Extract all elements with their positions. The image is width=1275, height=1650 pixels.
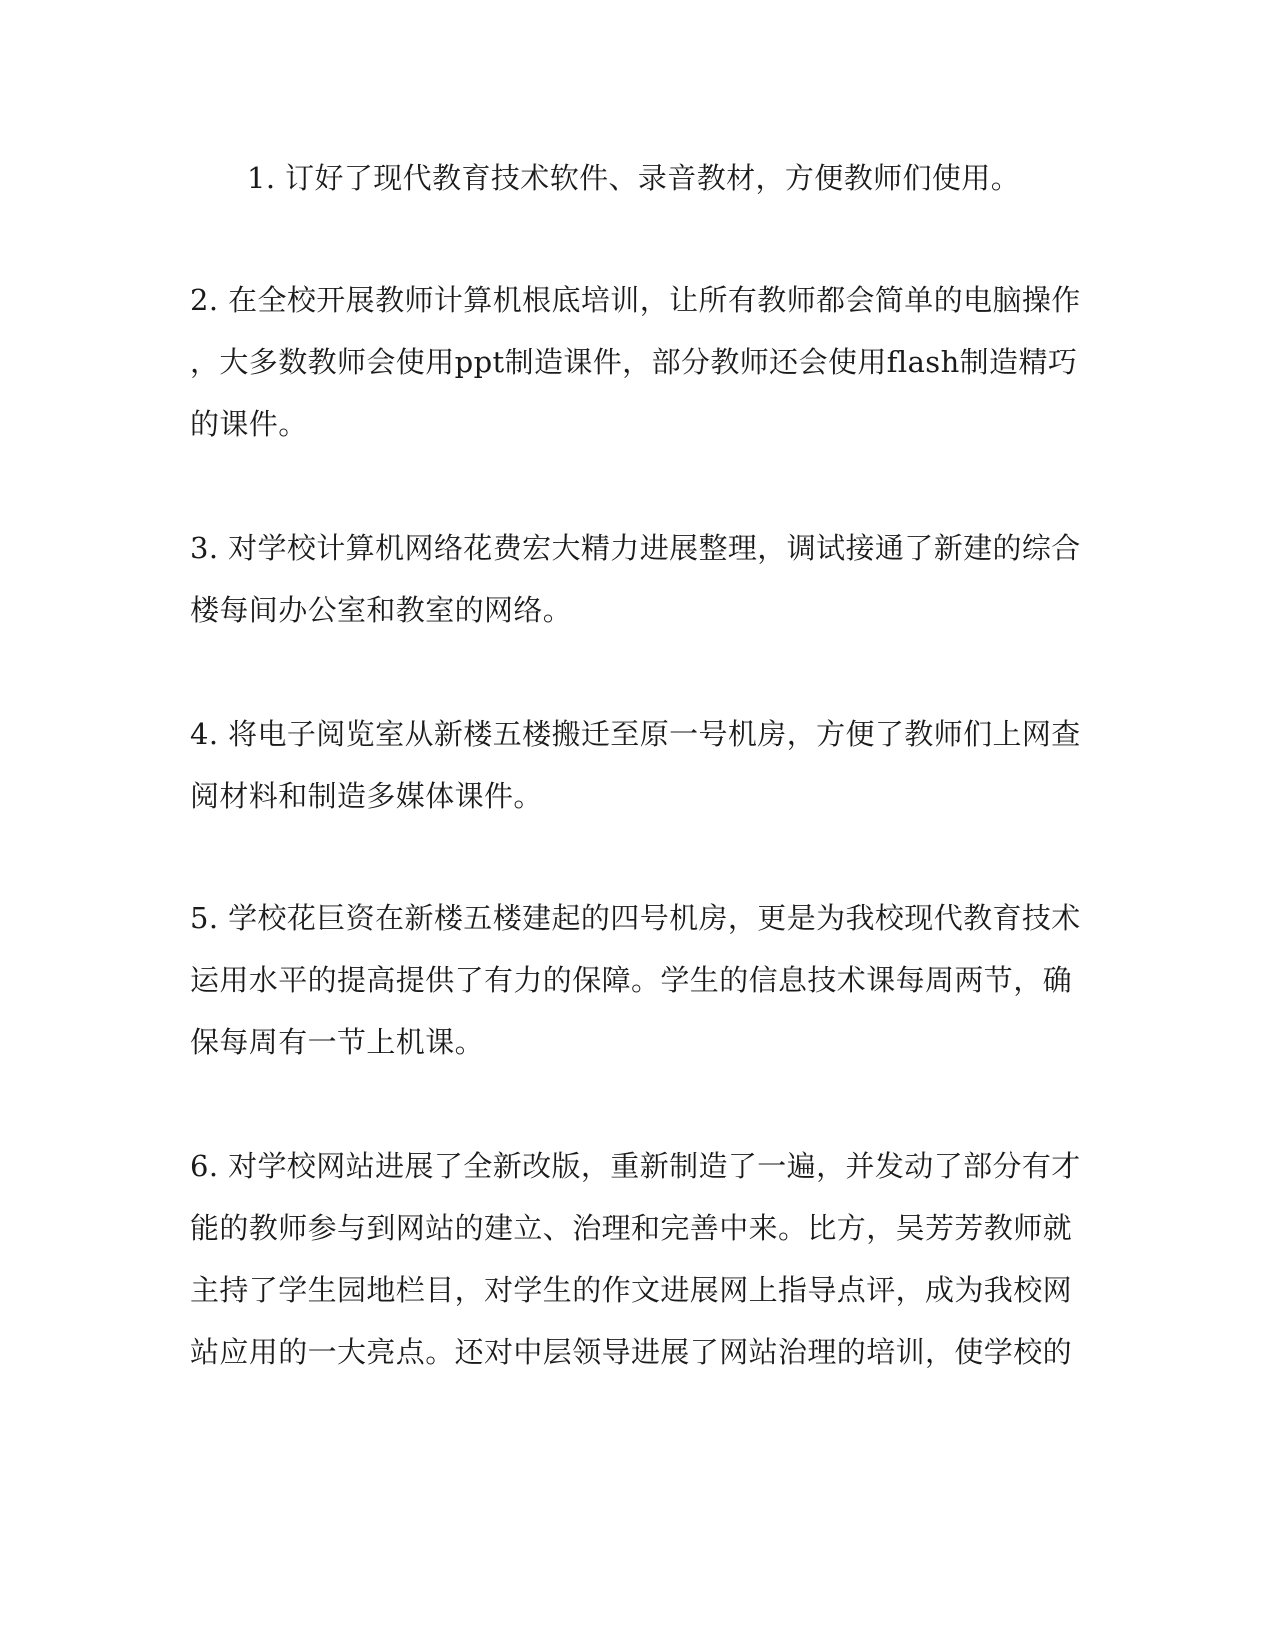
paragraph-1-line-1: 1. 订好了现代教育技术软件、录音教材，方便教师们使用。 [247, 161, 1021, 195]
paragraph-6-line-4: 站应用的一大亮点。还对中层领导进展了网站治理的培训，使学校的 [190, 1335, 1073, 1369]
paragraph-5-line-2: 运用水平的提高提供了有力的保障。学生的信息技术课每周两节，确 [190, 963, 1073, 997]
paragraph-3-line-1: 3. 对学校计算机网络花费宏大精力进展整理，调试接通了新建的综合 [190, 531, 1081, 565]
paragraph-6-line-2: 能的教师参与到网站的建立、治理和完善中来。比方，吴芳芳教师就 [190, 1211, 1073, 1245]
paragraph-2-line-3: 的课件。 [190, 407, 308, 441]
paragraph-3-line-2: 楼每间办公室和教室的网络。 [190, 593, 573, 627]
paragraph-4-line-1: 4. 将电子阅览室从新楼五楼搬迁至原一号机房，方便了教师们上网查 [190, 717, 1081, 751]
paragraph-2-line-1: 2. 在全校开展教师计算机根底培训，让所有教师都会简单的电脑操作 [190, 283, 1081, 317]
paragraph-5-line-1: 5. 学校花巨资在新楼五楼建起的四号机房，更是为我校现代教育技术 [190, 901, 1081, 935]
paragraph-5-line-3: 保每周有一节上机课。 [190, 1025, 485, 1059]
paragraph-6-line-1: 6. 对学校网站进展了全新改版，重新制造了一遍，并发动了部分有才 [190, 1149, 1081, 1183]
paragraph-6-line-3: 主持了学生园地栏目，对学生的作文进展网上指导点评，成为我校网 [190, 1273, 1073, 1307]
paragraph-2-line-2: ，大多数教师会使用ppt制造课件，部分教师还会使用flash制造精巧 [190, 345, 1078, 379]
paragraph-4-line-2: 阅材料和制造多媒体课件。 [190, 779, 543, 813]
